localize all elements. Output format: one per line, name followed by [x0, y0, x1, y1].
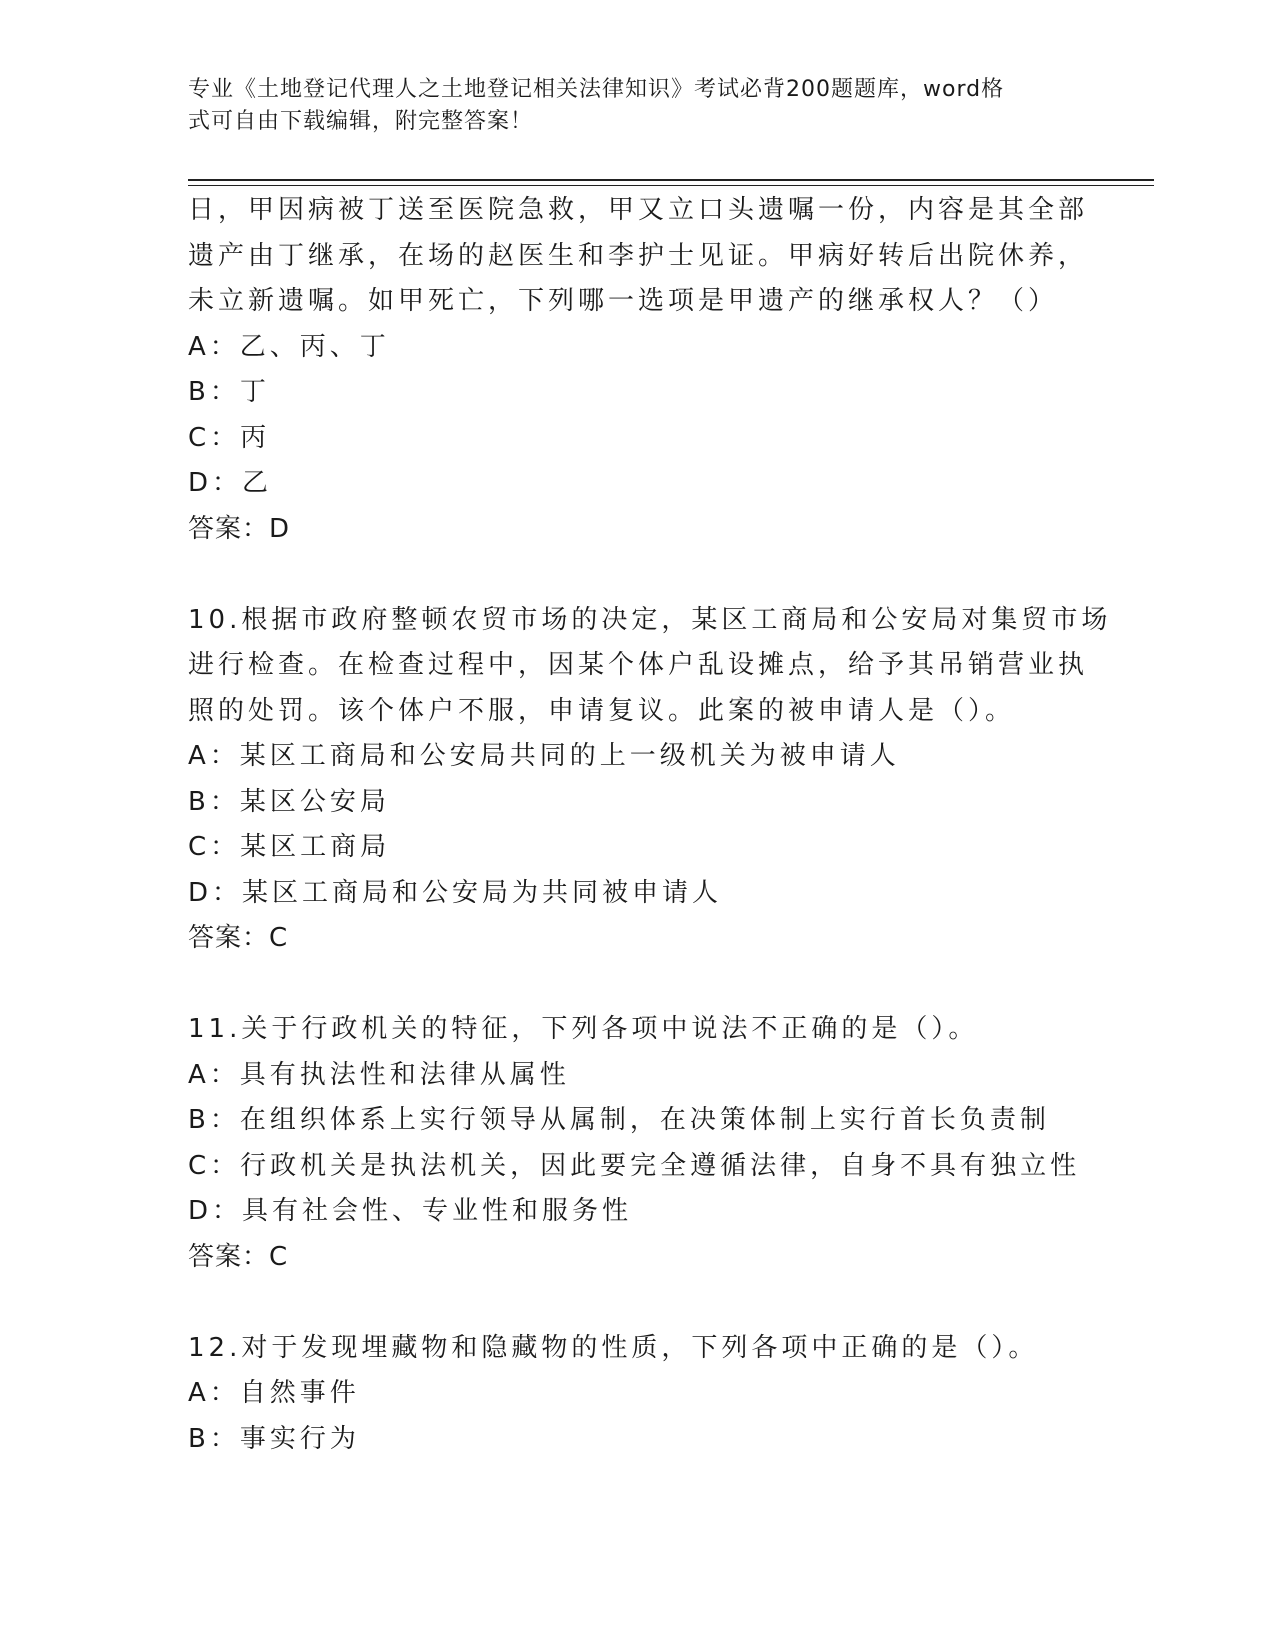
document-body — [188, 188, 1112, 1462]
question-text-line: 照的处罚。该个体户不服，申请复议。此案的被申请人是（）。 — [188, 695, 1016, 726]
answer-label: 答案：D — [188, 513, 291, 544]
question-block-10 — [188, 598, 1112, 962]
question-text-line: 遗产由丁继承，在场的赵医生和李护士见证。甲病好转后出院休养， — [188, 240, 1089, 271]
option-b: B：丁 — [188, 377, 270, 407]
question-text-line: 进行检查。在检查过程中，因某个体户乱设摊点，给予其吊销营业执 — [188, 650, 1089, 680]
question-block-12 — [188, 1326, 1088, 1463]
option-d: D：具有社会性、专业性和服务性 — [188, 1196, 633, 1226]
option-c: C：丙 — [188, 422, 271, 453]
header-divider-thin — [188, 185, 1154, 186]
question-text-line: 日，甲因病被丁送至医院急救，甲又立口头遗嘱一份，内容是其全部 — [188, 195, 1089, 225]
question-text-line: 未立新遗嘱。如甲死亡，下列哪一选项是甲遗产的继承权人？（） — [188, 286, 1059, 316]
document-header — [188, 74, 1088, 138]
option-b: B：在组织体系上实行领导从属制，在决策体制上实行首长负责制 — [188, 1105, 1050, 1135]
header-divider-thick — [188, 179, 1154, 181]
option-c: C：行政机关是执法机关，因此要完全遵循法律，自身不具有独立性 — [188, 1150, 1081, 1181]
question-block-11 — [188, 1007, 1088, 1280]
option-a: A：某区工商局和公安局共同的上一级机关为被申请人 — [188, 741, 900, 771]
option-a: A：具有执法性和法律从属性 — [188, 1059, 570, 1090]
question-block-9 — [188, 188, 1088, 552]
option-a: A：自然事件 — [188, 1378, 360, 1408]
question-text-line: 11.关于行政机关的特征，下列各项中说法不正确的是（）。 — [188, 1014, 979, 1044]
question-text-line: 10.根据市政府整顿农贸市场的决定，某区工商局和公安局对集贸市场 — [188, 604, 1112, 635]
option-b: B：事实行为 — [188, 1423, 360, 1454]
spacer — [188, 1280, 1088, 1326]
option-d: D：乙 — [188, 468, 273, 498]
answer-label: 答案：C — [188, 1241, 289, 1272]
option-b: B：某区公安局 — [188, 786, 390, 817]
spacer — [188, 552, 1088, 598]
option-c: C：某区工商局 — [188, 832, 391, 862]
option-a: A：乙、丙、丁 — [188, 331, 390, 362]
question-text-line: 12.对于发现埋藏物和隐藏物的性质，下列各项中正确的是（）。 — [188, 1332, 1039, 1363]
header-line-2: 式可自由下载编辑，附完整答案！ — [188, 109, 534, 134]
spacer — [188, 962, 1088, 1008]
answer-label: 答案：C — [188, 923, 289, 953]
option-d: D：某区工商局和公安局为共同被申请人 — [188, 877, 723, 908]
header-line-1: 专业《土地登记代理人之土地登记相关法律知识》考试必背200题题库，word格 — [188, 77, 1005, 102]
